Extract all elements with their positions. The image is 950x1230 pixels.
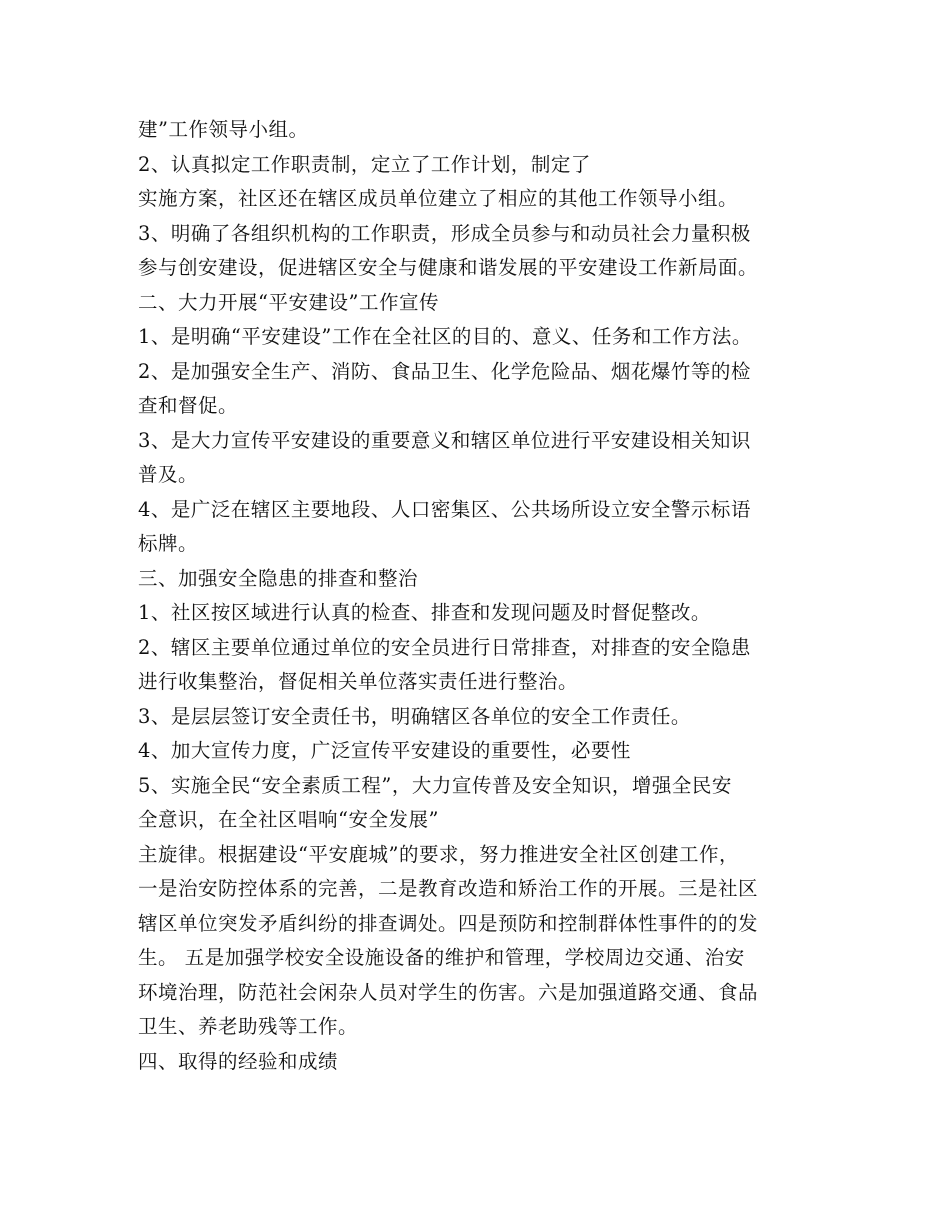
text-line: 参与创安建设，促进辖区安全与健康和谐发展的平安建设工作新局面。 <box>138 256 759 279</box>
text-line: 环境治理，防范社会闲杂人员对学生的伤害。六是加强道路交通、食品 <box>138 980 759 1004</box>
text-line: 3、是层层签订安全责任书，明确辖区各单位的安全工作责任。 <box>138 704 691 728</box>
text-line: 实施方案，社区还在辖区成员单位建立了相应的其他工作领导小组。 <box>138 187 739 210</box>
text-line: 全意识，在全社区唱响“安全发展” <box>138 808 439 831</box>
text-line: 查和督促。 <box>138 394 239 417</box>
text-line: 2、认真拟定工作职责制，定立了工作计划，制定了 <box>138 152 591 176</box>
text-line: 普及。 <box>138 463 199 486</box>
text-line: 建”工作领导小组。 <box>138 118 309 141</box>
section-heading: 二、大力开展“平安建设”工作宣传 <box>138 290 439 314</box>
text-line: 4、加大宣传力度，广泛宣传平安建设的重要性，必要性 <box>138 739 631 762</box>
text-line: 5、实施全民“安全素质工程”，大力宣传普及安全知识，增强全民安 <box>138 773 732 797</box>
text-line: 3、明确了各组织机构的工作职责，形成全员参与和动员社会力量积极 <box>138 221 751 245</box>
text-line: 1、是明确“平安建设”工作在全社区的目的、意义、任务和工作方法。 <box>138 325 752 348</box>
text-line: 标牌。 <box>138 532 199 555</box>
section-heading: 四、取得的经验和成绩 <box>138 1049 339 1073</box>
text-line: 卫生、养老助残等工作。 <box>138 1015 359 1038</box>
text-line: 3、是大力宣传平安建设的重要意义和辖区单位进行平安建设相关知识 <box>138 428 751 452</box>
document-page <box>138 113 828 1079</box>
text-line: 生。 五是加强学校安全设施设备的维护和管理，学校周边交通、治安 <box>138 946 745 969</box>
section-heading: 三、加强安全隐患的排查和整治 <box>138 566 419 590</box>
text-line: 辖区单位突发矛盾纠纷的排查调处。四是预防和控制群体性事件的的发 <box>138 911 759 935</box>
text-line: 2、是加强安全生产、消防、食品卫生、化学危险品、烟花爆竹等的检 <box>138 359 751 383</box>
text-line: 1、社区按区域进行认真的检查、排查和发现问题及时督促整改。 <box>138 601 711 624</box>
text-line: 一是治安防控体系的完善，二是教育改造和矫治工作的开展。三是社区 <box>138 877 759 900</box>
text-line: 主旋律。根据建设“平安鹿城”的要求，努力推进安全社区创建工作， <box>138 842 739 866</box>
text-line: 进行收集整治，督促相关单位落实责任进行整治。 <box>138 670 579 693</box>
text-line: 2、辖区主要单位通过单位的安全员进行日常排查，对排查的安全隐患 <box>138 635 751 659</box>
text-line: 4、是广泛在辖区主要地段、人口密集区、公共场所设立安全警示标语 <box>138 497 751 521</box>
